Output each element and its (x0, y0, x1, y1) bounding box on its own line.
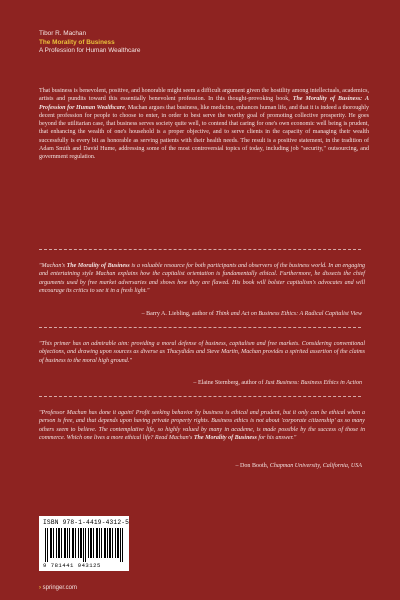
quote-3-text-a: "Professor Machan has done it again! Profit seeking behavior by business is ethical and prudent, but it only can be ethical when a person is free, and that depends upon having private property rights. Business ethics is not about 'corporate citizenship' as so many others seem to believe. The contemplative life, so highly valued by many in academe, is made possible by the success of those in commerce. Which one lives a more ethical life? Read Machan's (39, 410, 365, 441)
quote-3-attr-text: – Don Booth, (235, 463, 270, 469)
quote-2 (39, 340, 365, 365)
quote-3-text-b: for his answer." (256, 434, 297, 441)
blurb-text-1: That business is benevolent, positive, and honorable might seem a difficult argument given the hostility among intellectuals, academics, artists and pundits toward this essentially benevolent profession. In this thought-provoking book, (39, 88, 369, 103)
cover-header (39, 30, 140, 56)
quote-1-text-a: "Machan's (39, 263, 67, 269)
quote-1-attribution (142, 310, 362, 318)
quote-2-attr-text: – Elaine Sternberg, author of (193, 380, 265, 386)
quote-2-text: "This primer has an admirable aim: providing a moral defense of business, capitalism and free markets. Considering conventional objections, and drawing upon sources as diverse as Thucydides and Steve Martin, Machan provides a spirited assertion of the claims of business to the moral high ground." (39, 341, 365, 364)
quote-3-attr-title: Chapman University, California, USA (269, 463, 362, 469)
quote-1-book-title: The Morality of Business (66, 263, 130, 269)
quote-3 (39, 409, 365, 442)
quote-3-book-title: The Morality of Business (193, 434, 257, 441)
quote-1-attr-title: Think and Act on Business Ethics: A Radical Capitalist View (215, 311, 362, 317)
springer-arrow-icon: › (39, 585, 41, 591)
isbn-label: ISBN 978-1-4419-4312-5 (43, 519, 130, 526)
divider (39, 396, 361, 397)
publisher-site[interactable]: springer.com (42, 585, 78, 591)
publisher-url[interactable] (39, 585, 77, 591)
quote-1-text-b: is a valuable resource for both participants and observers of the business world. In an engaging and entertaining style Machan explains how the capitalist orientation is fundamentally ethical. Furthermore, he dissects the chief arguments used by free market adversaries and shows how they are flawed. His book will bolster capitalism's advocates and will encourage its critics to see it in a fresh light." (39, 263, 365, 294)
book-title: The Morality of Business (39, 38, 115, 46)
author-name: Tibor R. Machan (39, 30, 86, 37)
quote-1-attr-text: – Barry A. Liebling, author of (141, 311, 216, 317)
description-blurb (39, 87, 369, 162)
divider (39, 327, 361, 328)
quote-3-attribution (236, 462, 363, 470)
blurb-text-2: , Machan argues that business, like medicine, enhances human life, and that it is indeed a thoroughly decent profession for people to choose to enter, in order to best serve the worthy goal of promoting collective prosperity. He goes beyond the utilitarian case, that business serves society quite well, to contend that caring for one's own economic well being is prudent, that enhancing the wealth of one's household is a proper objective, and to serve clients in the capacity of managing their wealth successfully is every bit as honorable as serving patients with their health needs. The result is a positive statement, in the tradition of Adam Smith and David Hume, addressing some of the most controversial topics of today, including job "security," outsourcing, and government regulation. (39, 104, 369, 161)
barcode-bars (43, 528, 125, 562)
divider (39, 249, 361, 250)
book-subtitle: A Profession for Human Wealthcare (39, 47, 141, 55)
quote-1 (39, 262, 365, 295)
blurb-book-title: The Morality of Business: A Profession for Human Wealthcare (39, 96, 369, 111)
isbn-barcode (39, 516, 129, 571)
quote-2-attribution (193, 379, 362, 387)
quote-2-attr-title: Just Business: Business Ethics in Action (264, 380, 362, 386)
barcode-digits: 9 781441 943125 (43, 562, 101, 569)
